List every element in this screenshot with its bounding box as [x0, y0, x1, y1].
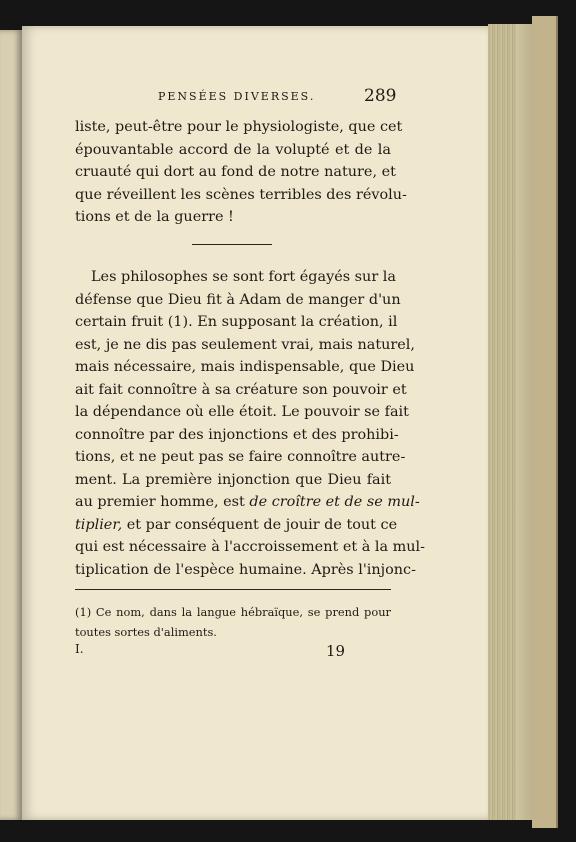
- text-line: ait fait connoître à sa créature son pouvoir et: [75, 381, 407, 398]
- page-number: 289: [364, 86, 397, 106]
- signature-mark: I.: [75, 642, 84, 656]
- text-line: ment. La première injonction que Dieu fait: [75, 471, 391, 488]
- text-line: tiplication de l'espèce humaine. Après l'injonc-: [75, 561, 416, 578]
- text-fragment: et par conséquent de jouir de tout ce: [122, 516, 398, 533]
- text-line: tions et de la guerre !: [75, 209, 234, 225]
- footnote-line: toutes sortes d'aliments.: [75, 625, 217, 639]
- text-line: cruauté qui dort au fond de notre nature, et: [75, 164, 396, 180]
- text-line: liste, peut-être pour le physiologiste, que cet: [75, 119, 403, 135]
- paragraph-philosophes: [75, 266, 425, 581]
- text-line: la dépendance où elle étoit. Le pouvoir se fait: [75, 404, 409, 420]
- text-line: épouvantable accord de la volupté et de la: [75, 141, 391, 158]
- text-line: mais nécessaire, mais indispensable, que Dieu: [75, 359, 415, 375]
- italic-phrase: de croître et de se mul-: [249, 494, 420, 510]
- text-line: Les philosophes se sont fort égayés sur la: [91, 269, 396, 285]
- italic-phrase: tiplier,: [75, 516, 123, 533]
- text-line: que réveillent les scènes terribles des révolu-: [75, 186, 407, 203]
- text-line: est, je ne dis pas seulement vrai, mais naturel,: [75, 336, 415, 353]
- footnote-rule: [75, 589, 391, 590]
- text-line: tions, et ne peut pas se faire connoître autre-: [75, 449, 406, 465]
- footnote-line: (1) Ce nom, dans la langue hébraïque, se prend pour: [75, 605, 391, 619]
- footnote: [75, 602, 391, 642]
- text-line: certain fruit (1). En supposant la création, il: [75, 314, 398, 330]
- text-line: défense que Dieu fit à Adam de manger d'un: [75, 291, 401, 308]
- gathering-number: 19: [326, 642, 346, 660]
- paragraph-continued: [75, 116, 407, 229]
- running-head: PENSÉES DIVERSES.: [158, 90, 316, 103]
- text-line-with-italic: [75, 491, 420, 514]
- text-line-with-italic: [75, 514, 398, 537]
- text-fragment: au premier homme, est: [75, 494, 250, 510]
- text-line: qui est nécessaire à l'accroissement et à la mul-: [75, 539, 425, 555]
- section-divider: [192, 244, 272, 245]
- text-line: connoître par des injonctions et des prohibi-: [75, 426, 399, 443]
